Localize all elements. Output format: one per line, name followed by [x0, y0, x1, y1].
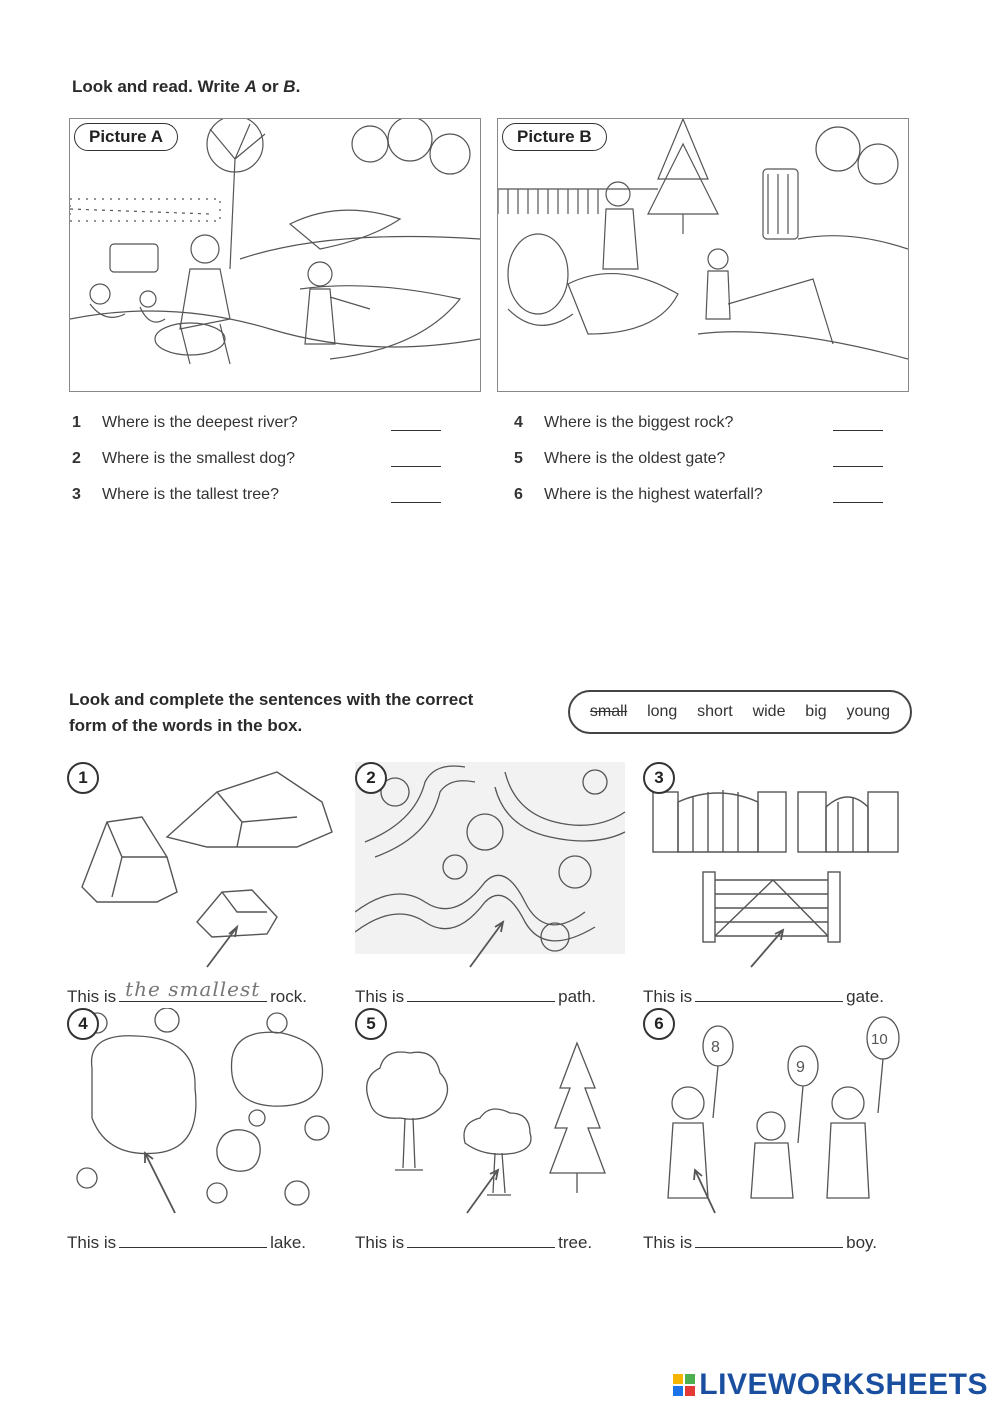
question-3: 3 Where is the tallest tree?	[72, 486, 279, 503]
logo-text: LIVEWORKSHEETS	[699, 1368, 988, 1401]
word-long: long	[647, 703, 678, 720]
picture-b-illustration	[498, 119, 908, 391]
exercise-4-number: 4	[67, 1008, 99, 1040]
word-young: young	[846, 703, 891, 720]
sentence-6: This is boy.	[643, 1229, 877, 1253]
fill-blank-2[interactable]	[407, 983, 555, 1002]
gates-illustration	[643, 762, 918, 977]
word-small: small	[589, 703, 628, 720]
exercise-6-number: 6	[643, 1008, 675, 1040]
trees-illustration	[355, 1008, 630, 1223]
lakes-illustration	[67, 1008, 342, 1223]
fill-blank-5[interactable]	[407, 1229, 555, 1248]
question-1: 1 Where is the deepest river?	[72, 414, 298, 431]
question-5: 5 Where is the oldest gate?	[514, 450, 726, 467]
question-2: 2 Where is the smallest dog?	[72, 450, 295, 467]
section1-instruction: Look and read. Write A or B.	[72, 77, 301, 96]
sentence-1: This is the smallest rock.	[67, 977, 307, 1006]
exercise-5	[355, 1008, 630, 1253]
picture-a-illustration	[70, 119, 480, 391]
answer-blank-6[interactable]	[833, 502, 883, 503]
boys-illustration	[643, 1008, 918, 1223]
answer-blank-2[interactable]	[391, 466, 441, 467]
example-answer: the smallest	[125, 977, 261, 1001]
section2-instruction: Look and complete the sentences with the correct form of the words in the box.	[69, 690, 474, 735]
word-box	[568, 690, 912, 734]
question-6: 6 Where is the highest waterfall?	[514, 486, 763, 503]
balloon-label-10: 10	[871, 1031, 888, 1048]
question-4: 4 Where is the biggest rock?	[514, 414, 734, 431]
sentence-3: This is gate.	[643, 983, 884, 1007]
liveworksheets-logo[interactable]	[673, 1368, 988, 1402]
fill-blank-3[interactable]	[695, 983, 843, 1002]
picture-b-label: Picture B	[502, 123, 607, 151]
exercise-5-number: 5	[355, 1008, 387, 1040]
picture-b	[497, 118, 909, 392]
exercise-3-number: 3	[643, 762, 675, 794]
exercise-1	[67, 762, 342, 1007]
sentence-4: This is lake.	[67, 1229, 306, 1253]
word-short: short	[697, 703, 733, 720]
answer-blank-3[interactable]	[391, 502, 441, 503]
exercise-3	[643, 762, 918, 1007]
picture-a	[69, 118, 481, 392]
rocks-illustration	[67, 762, 342, 977]
exercise-4	[67, 1008, 342, 1253]
exercise-1-number: 1	[67, 762, 99, 794]
answer-blank-4[interactable]	[833, 430, 883, 431]
paths-illustration	[355, 762, 630, 977]
fill-blank-4[interactable]	[119, 1229, 267, 1248]
fill-blank-6[interactable]	[695, 1229, 843, 1248]
word-big: big	[805, 703, 827, 720]
exercise-2	[355, 762, 630, 1007]
picture-a-label: Picture A	[74, 123, 178, 151]
balloon-label-8: 8	[711, 1039, 720, 1056]
sentence-2: This is path.	[355, 983, 596, 1007]
word-wide: wide	[752, 703, 786, 720]
exercise-6	[643, 1008, 918, 1253]
logo-mark-icon	[673, 1374, 695, 1396]
sentence-5: This is tree.	[355, 1229, 592, 1253]
answer-blank-1[interactable]	[391, 430, 441, 431]
exercise-2-number: 2	[355, 762, 387, 794]
answer-blank-5[interactable]	[833, 466, 883, 467]
balloon-label-9: 9	[796, 1059, 805, 1076]
